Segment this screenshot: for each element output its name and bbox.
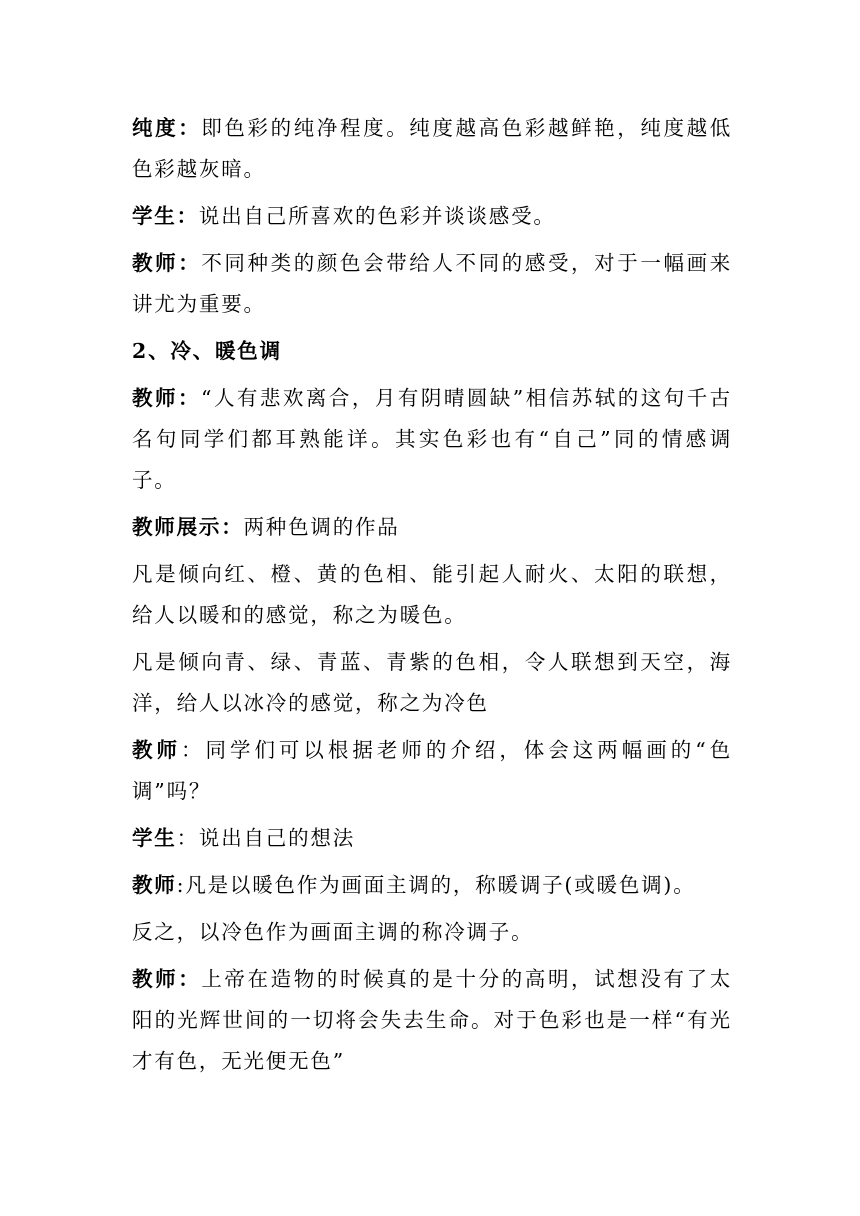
paragraph-teacher-4 [132, 865, 732, 906]
paragraph-text: 说出自己所喜欢的色彩并谈谈感受。 [198, 204, 556, 228]
speaker-label: 学生： [132, 204, 199, 228]
speaker-label: 教师展示： [132, 515, 244, 539]
paragraph-text: ：说出自己的想法 [176, 826, 356, 850]
paragraph-text: 反之，以冷色作为画面主调的称冷调子。 [132, 920, 534, 944]
paragraph-text: ：同学们可以根据老师的介绍，体会这两幅画的“色调”吗？ [132, 738, 732, 803]
paragraph-teacher-5 [132, 959, 732, 1082]
speaker-label: 教师： [132, 251, 202, 275]
paragraph-warm-colors [132, 554, 732, 636]
paragraph-text: 凡是倾向红、橙、黄的色相、能引起人耐火、太阳的联想，给人以暖和的感觉，称之为暖色。 [132, 562, 732, 627]
paragraph-teacher-1 [132, 243, 732, 325]
speaker-label: 教师 [132, 738, 181, 762]
section-heading [132, 331, 732, 372]
paragraph-text: 两种色调的作品 [243, 515, 400, 539]
paragraph-teacher-show [132, 507, 732, 548]
paragraph-teacher-2 [132, 378, 732, 501]
paragraph-text: “人有悲欢离合，月有阴晴圆缺”相信苏轼的这句千古名句同学们都耳熟能详。其实色彩也有“自己”同的情感调子。 [132, 386, 732, 492]
document-page [132, 108, 732, 1088]
section-heading-text: 2、冷、暖色调 [132, 339, 282, 363]
paragraph-student-1 [132, 196, 732, 237]
speaker-label: 教师： [132, 967, 202, 991]
speaker-label: 纯度： [132, 116, 202, 140]
paragraph-purity [132, 108, 732, 190]
paragraph-text: 上帝在造物的时候真的是十分的高明，试想没有了太阳的光辉世间的一切将会失去生命。对于色彩也是一样“有光才有色，无光便无色” [132, 967, 732, 1073]
speaker-label: 教师 [132, 873, 177, 897]
speaker-label: 学生 [132, 826, 177, 850]
paragraph-text: 不同种类的颜色会带给人不同的感受，对于一幅画来讲尤为重要。 [132, 251, 732, 316]
paragraph-text: 凡是倾向青、绿、青蓝、青紫的色相，令人联想到天空，海洋，给人以冰冷的感觉，称之为冷色 [132, 650, 732, 715]
paragraph-cool-colors [132, 642, 732, 724]
paragraph-text: :凡是以暖色作为画面主调的，称暖调子(或暖色调)。 [176, 873, 696, 897]
speaker-label: 教师： [132, 386, 201, 410]
paragraph-conversely [132, 912, 732, 953]
paragraph-teacher-3 [132, 730, 732, 812]
paragraph-student-2 [132, 818, 732, 859]
paragraph-text: 即色彩的纯净程度。纯度越高色彩越鲜艳，纯度越低色彩越灰暗。 [132, 116, 732, 181]
